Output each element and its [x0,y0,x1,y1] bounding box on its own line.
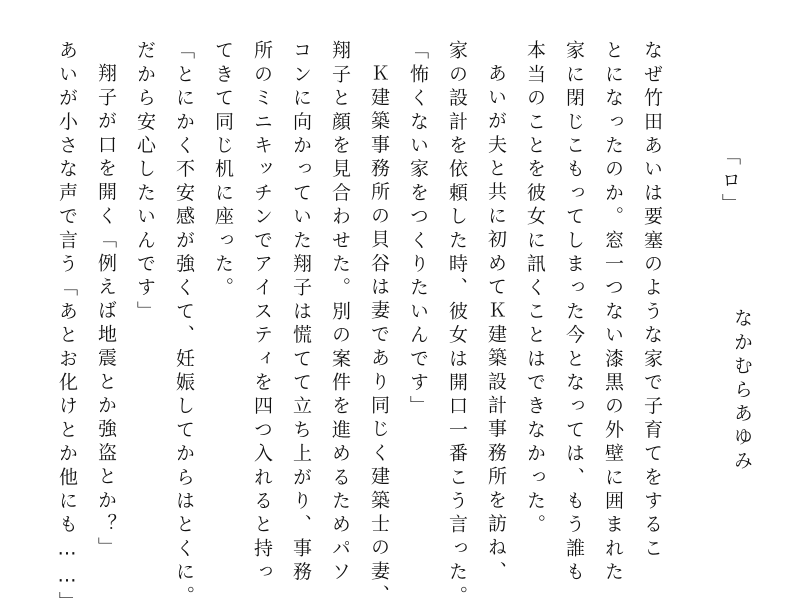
text-line: 「とにかく不安感が強くて、妊娠してからはとくに。 [173,40,195,609]
text-line: なぜ竹田あいは要塞のような家で子育てをするこ [641,40,663,562]
text-line: Ｋ建築事務所の貝谷は妻であり同じく建築士の妻、 [368,63,390,609]
text-line: 翔子と顔を見合わせた。別の案件を進めるためパソ [329,40,351,586]
text-line: 翔子が口を開く「例えば地震とか強盗とか？」 [95,63,117,561]
text-line: 「怖くない家をつくりたいんです」 [407,40,429,420]
story-title: 「ロ」 [719,146,741,218]
author-name: なかむらあゆみ [731,308,753,474]
text-line: 家に閉じこもってしまった今となっては、もう誰も [563,40,585,586]
text-line: てきて同じ机に座った。 [212,40,234,301]
text-line: あいが夫と共に初めてＫ建築設計事務所を訪ね、 [485,63,507,585]
text-line: とになったのか。窓一つない漆黒の外壁に囲まれた [602,40,624,586]
text-line: 所のミニキッチンでアイスティを四つ入れると持っ [251,40,273,586]
text-line: コンに向かっていた翔子は慌てて立ち上がり、事務 [290,40,312,586]
text-line: 家の設計を依頼した時、彼女は開口一番こう言った。 [446,40,468,609]
text-line: だから安心したいんです」 [134,40,156,325]
text-line: あいが小さな声で言う「あとお化けとか他にも……」 [56,40,78,615]
text-line: 本当のことを彼女に訊くことはできなかった。 [524,40,546,538]
